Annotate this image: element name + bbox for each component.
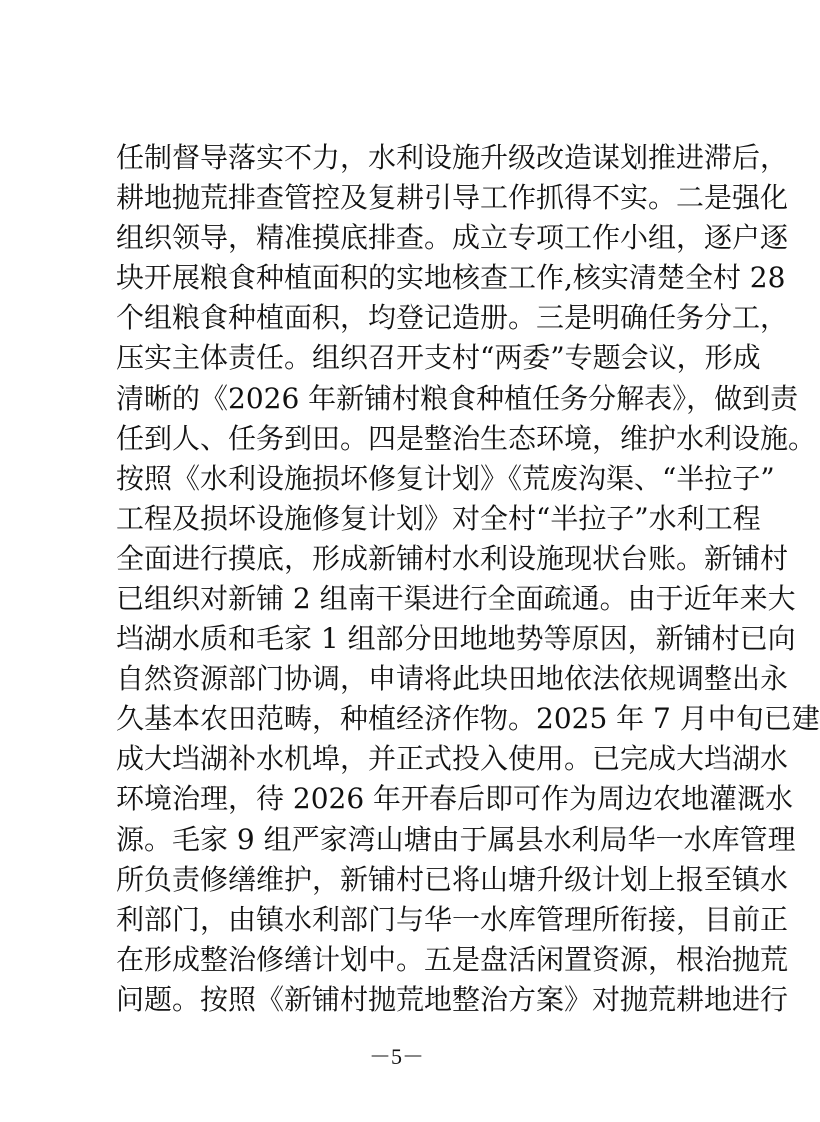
- page-number: －5－: [368, 1044, 424, 1069]
- text-line: 清晰的《2026 年新铺村粮食种植任务分解表》，做到责: [116, 381, 799, 415]
- text-line: 任制督导落实不力，水利设施升级改造谋划推进滞后，: [116, 140, 789, 174]
- text-line: 按照《水利设施损坏修复计划》《荒废沟渠、“半拉子”: [116, 461, 775, 495]
- text-line: 成大垱湖补水机埠，并正式投入使用。已完成大垱湖水: [116, 742, 789, 776]
- text-line: 环境治理，待 2026 年开春后即可作为周边农地灌溉水: [116, 782, 794, 816]
- text-line: 已组织对新铺 2 组南干渠进行全面疏通。由于近年来大: [116, 581, 796, 615]
- text-line: 利部门，由镇水利部门与华一水库管理所衔接，目前正: [116, 902, 789, 936]
- text-line: 耕地抛荒排查管控及复耕引导工作抓得不实。二是强化: [116, 181, 789, 215]
- text-line: 问题。按照《新铺村抛荒地整治方案》对抛荒耕地进行: [116, 982, 789, 1016]
- text-line: 久基本农田范畴，种植经济作物。2025 年 7 月中旬已建: [116, 702, 820, 736]
- text-line: 自然资源部门协调，申请将此块田地依法依规调整出永: [116, 662, 789, 696]
- text-line: 工程及损坏设施修复计划》对全村“半拉子”水利工程: [116, 501, 761, 535]
- text-line: 在形成整治修缮计划中。五是盘活闲置资源，根治抛荒: [116, 942, 789, 976]
- text-line: 压实主体责任。组织召开支村“两委”专题会议，形成: [116, 341, 761, 375]
- text-line: 任到人、任务到田。四是整治生态环境，维护水利设施。: [116, 421, 817, 455]
- text-line: 块开展粮食种植面积的实地核查工作,核实清楚全村 28: [116, 261, 786, 295]
- body-text: [116, 138, 820, 1020]
- text-line: 源。毛家 9 组严家湾山塘由于属县水利局华一水库管理: [116, 822, 796, 856]
- text-line: 所负责修缮维护，新铺村已将山塘升级计划上报至镇水: [116, 862, 789, 896]
- text-line: 个组粮食种植面积，均登记造册。三是明确任务分工，: [116, 301, 789, 335]
- text-line: 组织领导，精准摸底排查。成立专项工作小组，逐户逐: [116, 221, 789, 255]
- text-line: 垱湖水质和毛家 1 组部分田地地势等原因，新铺村已向: [116, 622, 796, 656]
- text-line: 全面进行摸底，形成新铺村水利设施现状台账。新铺村: [116, 541, 789, 575]
